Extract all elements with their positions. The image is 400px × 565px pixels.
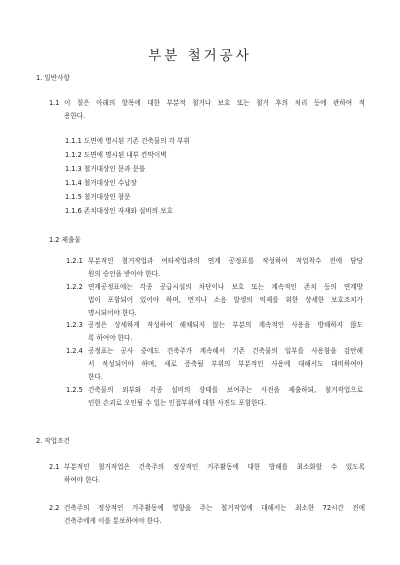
section-2-heading: 2. 작업조건: [36, 437, 70, 445]
clause-1-2-2-line-2: 법이 포함되어 있어야 하며, 먼지나 소음 발생의 억제를 위한 상세한 보호조치가: [88, 296, 363, 304]
clause-1-2-4-number: 1.2.4: [66, 347, 83, 355]
clause-1-2-2-line-1: 연계공정표에는 각종 공급시설의 차단이나 보호 또는 계속적인 존치 등의 연계방: [88, 283, 363, 291]
list-item-1-1-2: 1.1.2 도면에 명시된 내부 칸막이벽: [65, 151, 167, 159]
clause-1-2-4-line-1: 공정표는 공사 중에도 건축주가 계속해서 기존 건축물의 일부를 사용함을 감안해: [88, 347, 363, 355]
list-item-1-1-4: 1.1.4 철거대상인 수납장: [65, 179, 137, 187]
clause-1-2-3-number: 1.2.3: [66, 321, 83, 329]
clause-1-2-4-line-2: 서 작성되어야 하며, 새로 증축될 부위의 부분적인 사용에 대해서도 대비하여야: [88, 360, 363, 368]
clause-1-1-line-2: 용한다.: [64, 112, 86, 120]
clause-1-1-line-1: 이 절은 아래의 항목에 대한 부분적 철거나 보호 또는 철거 후의 처리 등에 관하여 적: [64, 99, 365, 107]
clause-1-1-number: 1.1: [49, 99, 60, 107]
list-item-1-1-5: 1.1.5 철거대상인 창문: [65, 193, 131, 201]
clause-1-2-3-line-2: 록 하여야 한다.: [88, 334, 133, 342]
clause-1-2-5-line-2: 인한 손괴로 오인될 수 있는 인접부위에 대한 사진도 포함한다.: [88, 399, 267, 407]
clause-2-2-line-1: 건축주의 정상적인 거주활동에 영향을 주는 철거작업에 대해서는 최소한 72시간 전에: [64, 504, 365, 512]
clause-1-2-2-number: 1.2.2: [66, 283, 83, 291]
clause-2-2-line-2: 건축주에게 이를 통보하여야 한다.: [64, 517, 162, 525]
clause-1-2-5-number: 1.2.5: [66, 386, 83, 394]
clause-2-1-line-2: 하여야 한다.: [64, 476, 101, 484]
clause-2-1-line-1: 부분적인 철거작업은 건축주의 정상적인 거주활동에 대한 방해를 최소화할 수 있도록: [64, 463, 365, 471]
page-title: 부분 철거공사: [148, 48, 252, 64]
clause-2-1-number: 2.1: [49, 463, 60, 471]
clause-1-2-1-number: 1.2.1: [66, 257, 83, 265]
clause-1-2-2-line-3: 명시되어야 한다.: [88, 309, 137, 317]
clause-2-2-number: 2.2: [49, 504, 60, 512]
list-item-1-1-3: 1.1.3 철거대상인 문과 문틀: [65, 165, 146, 173]
list-item-1-1-1: 1.1.1 도면에 명시된 기존 건축물의 각 부위: [65, 137, 190, 145]
list-item-1-1-6: 1.1.6 존치대상인 자재와 설비의 보호: [65, 207, 173, 215]
section-1-heading: 1. 일반사항: [36, 74, 70, 82]
clause-1-2-4-line-3: 한다.: [88, 373, 103, 381]
clause-1-2-1-line-2: 원의 승인을 받아야 한다.: [88, 270, 161, 278]
clause-1-2-1-line-1: 부분적인 철거작업과 여타작업과의 연계 공정표를 작성하여 작업착수 전에 담당: [88, 257, 363, 265]
subsection-1-2-heading: 1.2 제출물: [49, 236, 81, 244]
clause-1-2-3-line-1: 공정은 상세하게 작성하여 해체되지 않는 부분의 계속적인 사용을 방해하지 않도: [88, 321, 363, 329]
clause-1-2-5-line-1: 건축물의 외부와 각종 설비의 상태를 보여주는 사진을 제출하되, 철거작업으로: [88, 386, 363, 394]
